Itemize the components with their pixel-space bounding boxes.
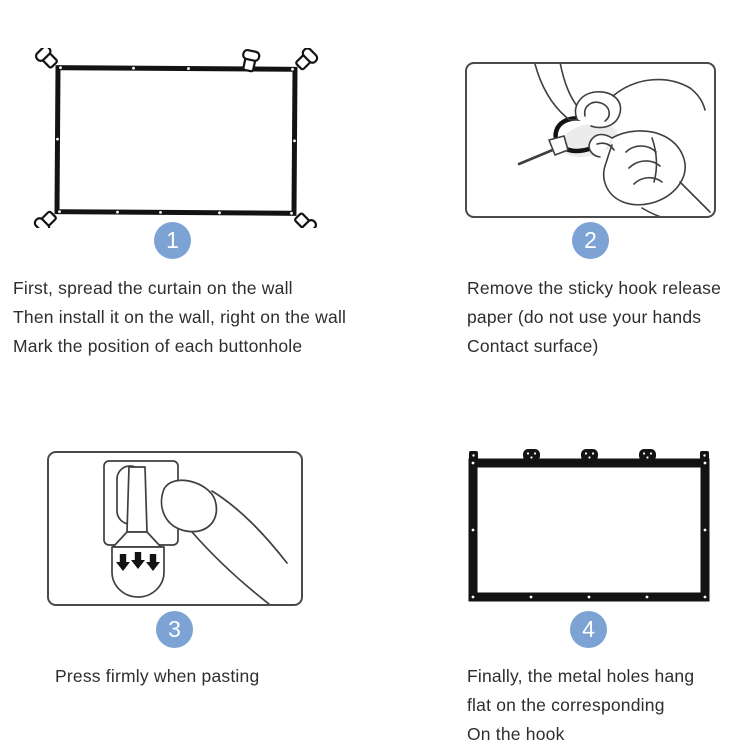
press-down-arrows-icon bbox=[116, 552, 160, 571]
caption-line: Then install it on the wall, right on the wall bbox=[13, 307, 347, 327]
wall-hook-icon bbox=[104, 461, 178, 597]
step-4-badge: 4 bbox=[570, 611, 607, 648]
step-3-caption bbox=[55, 662, 259, 691]
step-2-badge: 2 bbox=[572, 222, 609, 259]
caption-line: flat on the corresponding bbox=[467, 695, 665, 715]
hands-peeling-illustration bbox=[467, 64, 714, 216]
step-2-caption bbox=[467, 274, 721, 361]
step-1-badge: 1 bbox=[154, 222, 191, 259]
curtain-frame-illustration bbox=[28, 48, 320, 228]
caption-line: Press firmly when pasting bbox=[55, 666, 260, 686]
step-4-caption bbox=[467, 662, 694, 749]
pressing-finger-icon bbox=[162, 480, 287, 604]
step-3-panel bbox=[47, 451, 303, 606]
caption-line: Remove the sticky hook release bbox=[467, 278, 722, 298]
finger-pressing-illustration bbox=[49, 453, 301, 604]
caption-line: On the hook bbox=[467, 724, 565, 744]
caption-line: Contact surface) bbox=[467, 336, 599, 356]
step-3-badge: 3 bbox=[156, 611, 193, 648]
hung-screen-illustration bbox=[460, 443, 718, 608]
caption-line: First, spread the curtain on the wall bbox=[13, 278, 293, 298]
screen-frame bbox=[473, 463, 705, 597]
caption-line: paper (do not use your hands bbox=[467, 307, 702, 327]
step-1-caption bbox=[13, 274, 346, 361]
lower-hand-icon bbox=[589, 131, 710, 216]
caption-line: Finally, the metal holes hang bbox=[467, 666, 695, 686]
release-paper-pin-icon bbox=[519, 136, 568, 164]
caption-line: Mark the position of each buttonhole bbox=[13, 336, 303, 356]
upper-hand-icon bbox=[535, 64, 705, 128]
curtain-frame bbox=[57, 68, 295, 214]
step-2-panel bbox=[465, 62, 716, 218]
